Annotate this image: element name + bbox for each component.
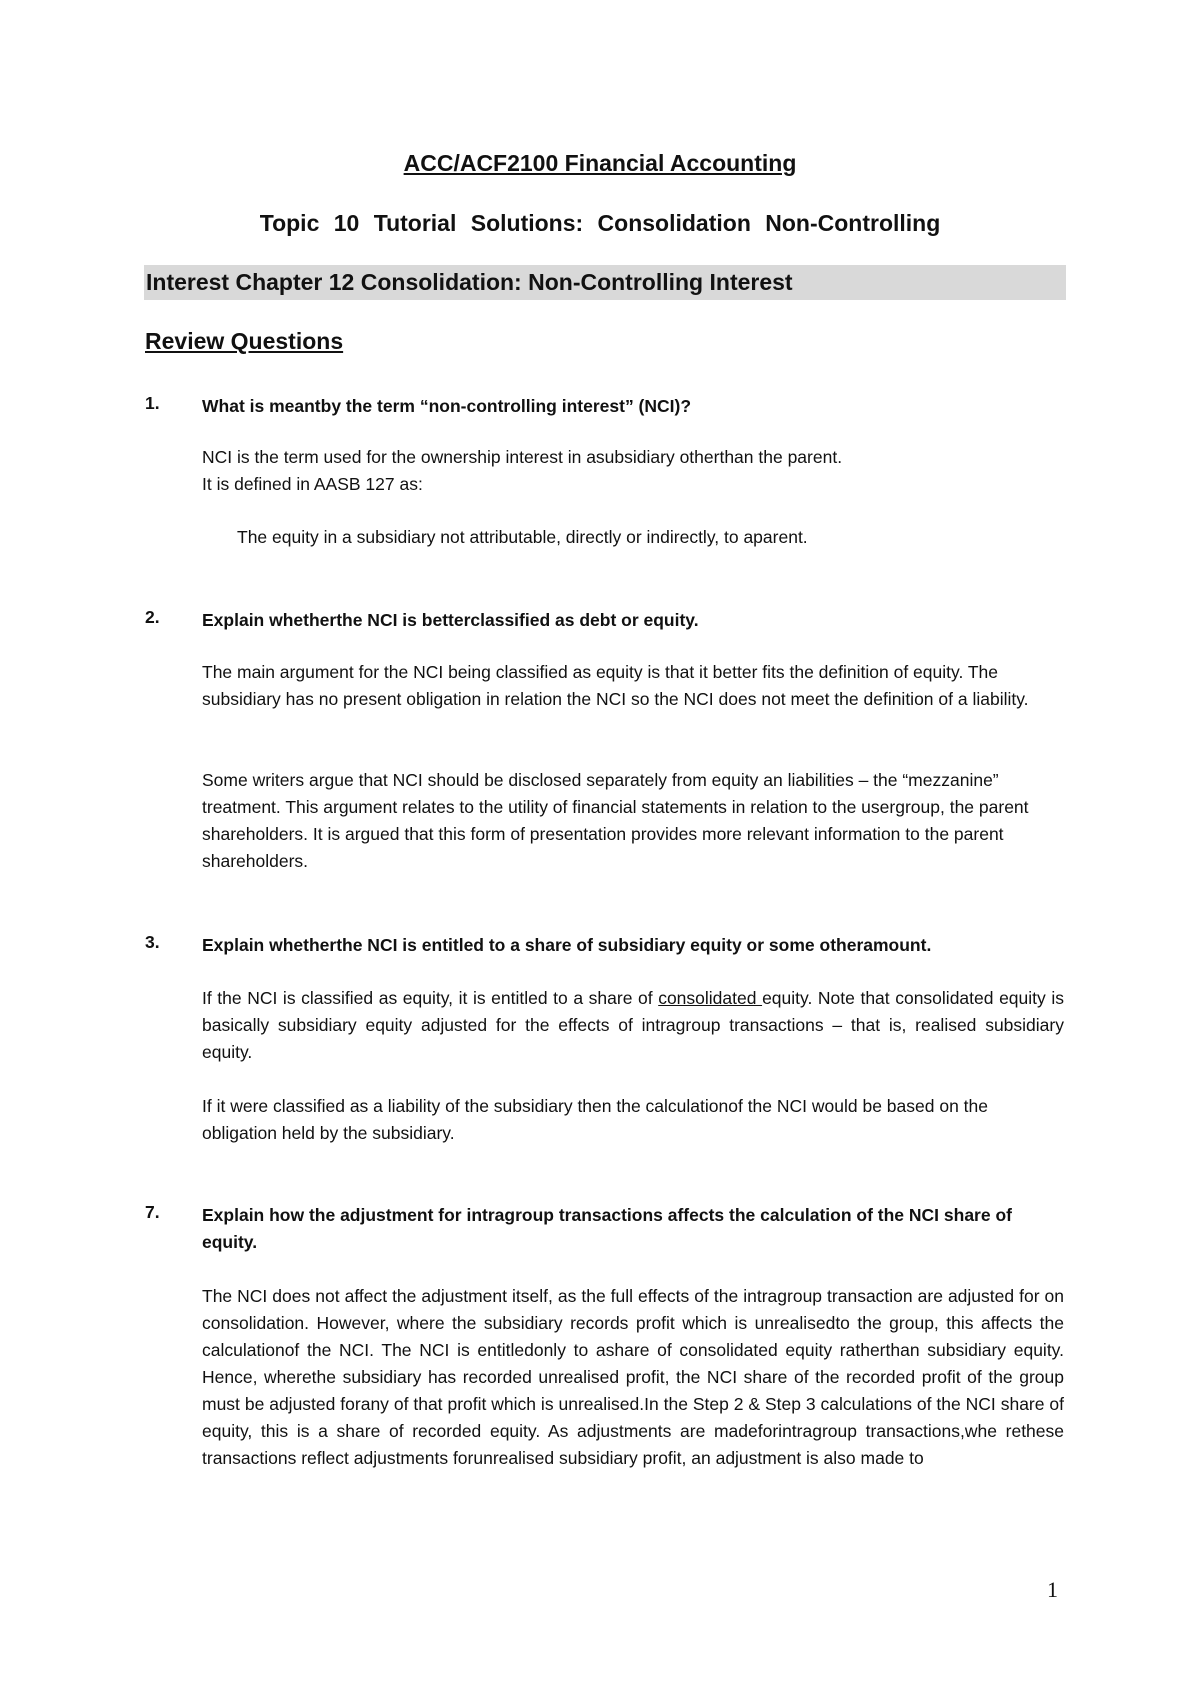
answer-7-paragraph-1: The NCI does not affect the adjustment itself, as the full effects of the intragroup transaction are adjusted for on consolidation. However, where the subsidiary records profit which is unrealisedto the group, this affects the calculationof the NCI. The NCI is entitledonly to ashare of consolidated equity ratherthan subsidiary equity. Hence, wherethe subsidiary has recorded unrealised profit, the NCI share of the recorded profit of the group must be adjusted forany of that profit which is unrealised.In the Step 2 & Step 3 calculations of the NCI share of equity, this is a share of recorded equity. As adjustments are madeforintragroup transactions,whe rethese transactions reflect adjustments forunrealised subsidiary profit, an adjustment is also made to — [202, 1286, 1064, 1468]
answer-3-text-after: equity. Note that consolidated equity is basically subsidiary equity adjusted for the effects of intragroup transactions – that is, realised subsidiary equity. — [202, 988, 1064, 1062]
question-number: 1. — [145, 393, 160, 413]
consolidated-underlined: consolidated — [658, 988, 763, 1008]
question-number: 2. — [145, 607, 160, 627]
question-text: Explain whetherthe NCI is entitled to a share of subsidiary equity or some otheramount. — [202, 935, 932, 955]
answer-3-paragraph-2: If it were classified as a liability of the subsidiary then the calculationof the NCI would be based on the obligation held by the subsidiary. — [202, 1096, 988, 1143]
question-number: 3. — [145, 932, 160, 952]
document-subtitle: Topic 10 Tutorial Solutions: Consolidation Non-Controlling — [259, 210, 941, 236]
question-text: Explain whetherthe NCI is betterclassified as debt or equity. — [202, 610, 699, 630]
answer-1-quote: The equity in a subsidiary not attributable, directly or indirectly, to aparent. — [237, 527, 808, 547]
answer-1-line-2: It is defined in AASB 127 as: — [202, 474, 423, 494]
answer-2-paragraph-1: The main argument for the NCI being classified as equity is that it better fits the definition of equity. The subsidiary has no present obligation in relation the NCI so the NCI does not meet the definition of a liability. — [202, 662, 1029, 709]
question-text: What is meantby the term “non-controlling interest” (NCI)? — [202, 396, 692, 416]
shaded-heading: Interest Chapter 12 Consolidation: Non-Controlling Interest — [144, 265, 1066, 300]
question-text: Explain how the adjustment for intragroup transactions affects the calculation of the NCI share of equity. — [202, 1205, 1012, 1252]
answer-2-paragraph-2: Some writers argue that NCI should be disclosed separately from equity an liabilities – the “mezzanine” treatment. This argument relates to the utility of financial statements in relation to the usergroup, the parent shareholders. It is argued that this form of presentation provides more relevant information to the parent shareholders. — [202, 770, 1029, 871]
answer-1-line-1: NCI is the term used for the ownership interest in asubsidiary otherthan the parent. — [202, 447, 843, 467]
answer-3-paragraph-1 — [202, 985, 1064, 1066]
section-heading: Review Questions — [145, 328, 344, 354]
question-number: 7. — [145, 1202, 160, 1222]
page-number: 1 — [1047, 1577, 1058, 1602]
document-title: ACC/ACF2100 Financial Accounting — [403, 150, 797, 176]
answer-3-text-before: If the NCI is classified as equity, it is entitled to a share of — [202, 988, 659, 1008]
